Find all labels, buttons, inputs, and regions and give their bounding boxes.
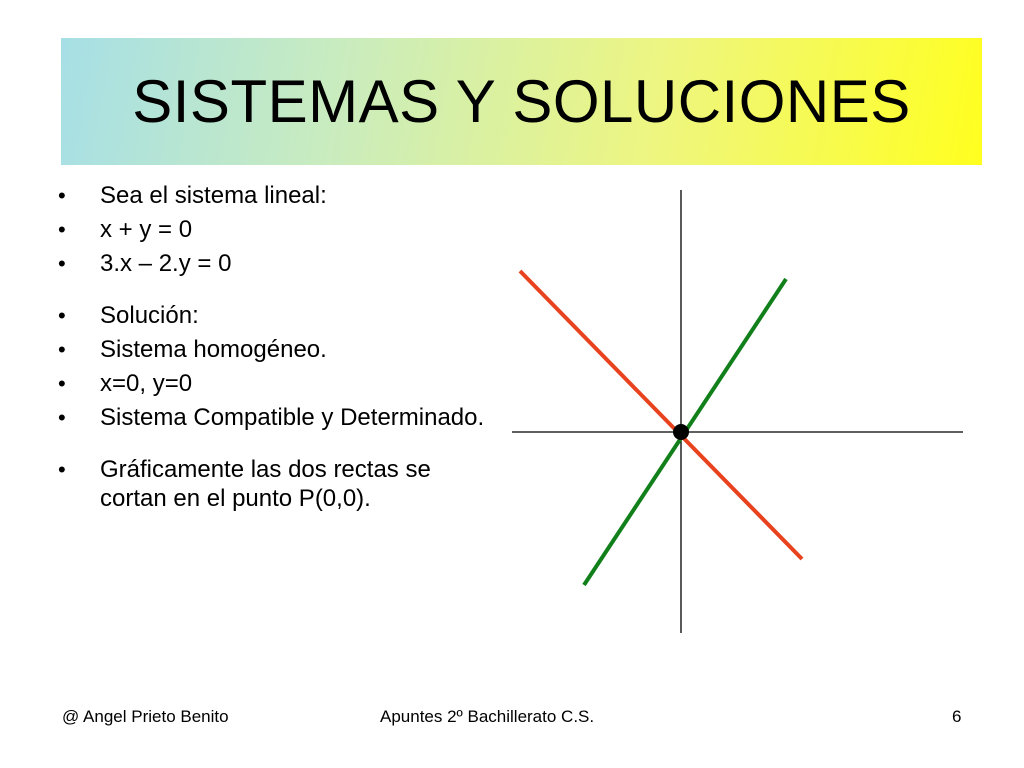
bullet-item: • Sea el sistema lineal: <box>58 181 488 210</box>
bullet-item: • Sistema Compatible y Determinado. <box>58 403 488 432</box>
bullet-item: • x=0, y=0 <box>58 369 488 398</box>
intersection-point <box>673 424 689 440</box>
bullet-item: • Solución: <box>58 301 488 330</box>
line-x-plus-y <box>520 271 802 559</box>
footer-page-number: 6 <box>952 707 962 726</box>
bullet-item: • Sistema homogéneo. <box>58 335 488 364</box>
bullet-item: • Gráficamente las dos rectas se cortan en el punto P(0,0). <box>58 455 488 513</box>
footer-course: Apuntes 2º Bachillerato C.S. <box>380 707 595 726</box>
footer-author: @ Angel Prieto Benito <box>62 707 229 726</box>
bullet-item: • 3.x – 2.y = 0 <box>58 249 488 278</box>
slide-title: SISTEMAS Y SOLUCIONES <box>132 68 911 135</box>
bullet-item: • x + y = 0 <box>58 215 488 244</box>
